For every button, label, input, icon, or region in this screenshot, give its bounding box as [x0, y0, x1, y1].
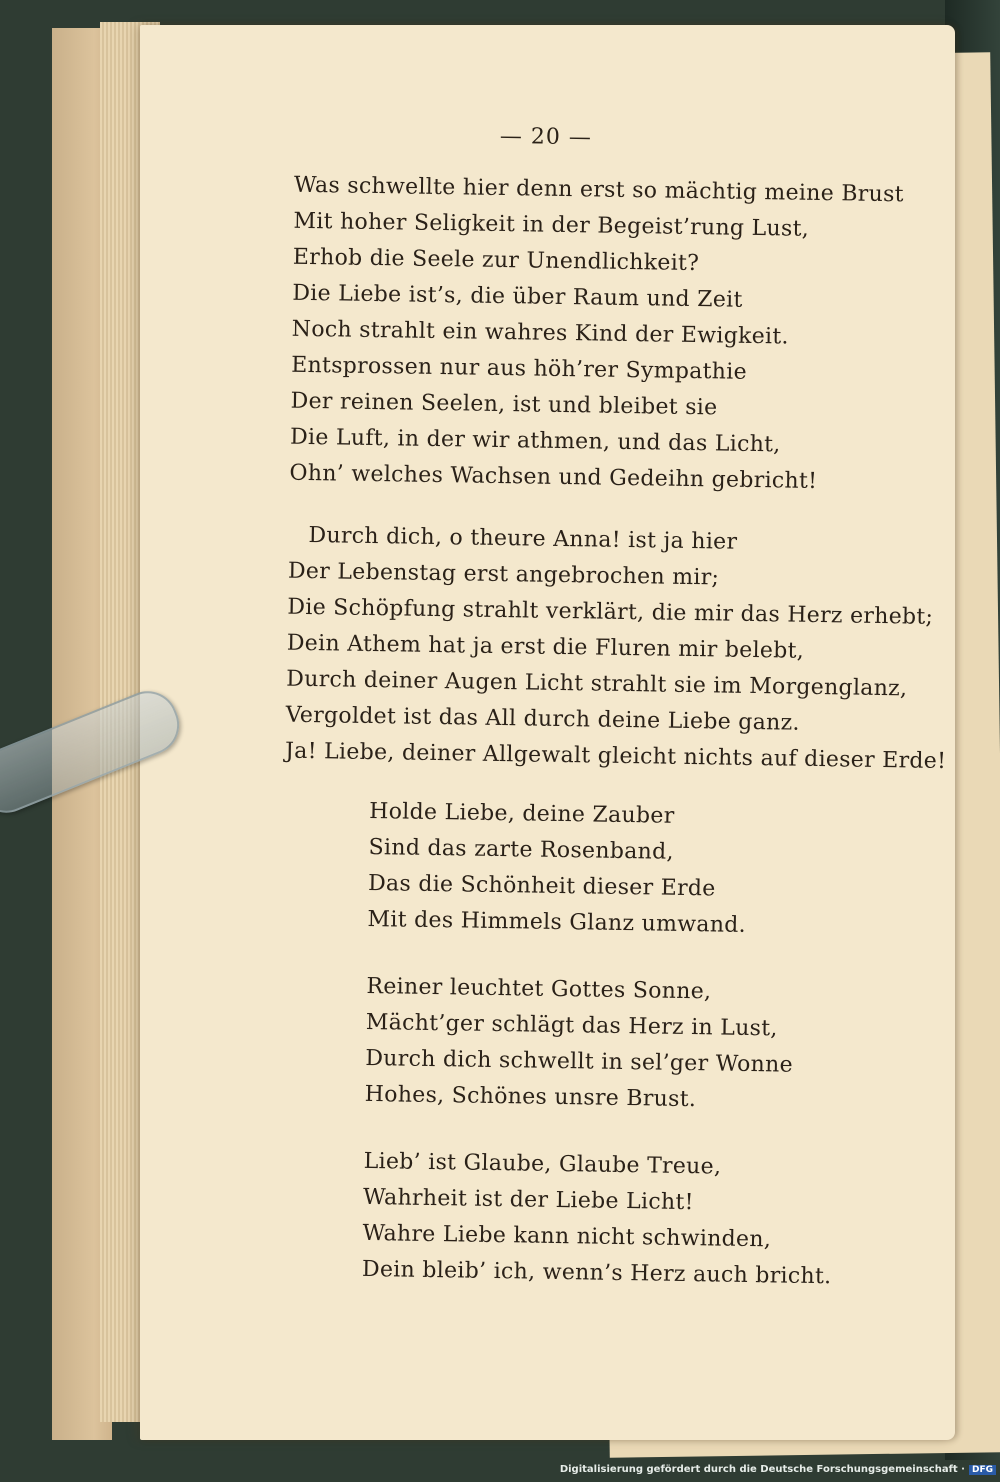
- dfg-logo: DFG: [969, 1465, 996, 1475]
- text-line: Holde Liebe, deine Zauber: [369, 798, 675, 829]
- book-page: [140, 25, 955, 1440]
- text-line: Die Schöpfung strahlt verklärt, die mir das Herz erhebt;: [287, 594, 934, 630]
- digitization-credit: [560, 1464, 996, 1478]
- text-line: Durch deiner Augen Licht strahlt sie im Morgenglanz,: [286, 666, 908, 702]
- text-line: Der reinen Seelen, ist und bleibet sie: [290, 388, 718, 421]
- page-content: [119, 20, 956, 1448]
- text-line: Sind das zarte Rosenband,: [368, 834, 674, 865]
- text-line: Mit hoher Seligkeit in der Begeist’rung Lust,: [293, 208, 810, 242]
- text-line: Erhob die Seele zur Unendlichkeit?: [292, 244, 700, 277]
- text-line: Wahre Liebe kann nicht schwinden,: [362, 1220, 772, 1253]
- text-line: Der Lebenstag erst angebrochen mir;: [287, 558, 720, 591]
- text-line: Noch strahlt ein wahres Kind der Ewigkeit.: [291, 316, 790, 350]
- text-line: Wahrheit ist der Liebe Licht!: [362, 1184, 694, 1216]
- text-line: Was schwellte hier denn erst so mächtig meine Brust: [293, 172, 904, 208]
- text-line: Vergoldet ist das All durch deine Liebe ganz.: [285, 702, 800, 736]
- text-line: Mit des Himmels Glanz umwand.: [367, 906, 747, 938]
- text-line: Mächt’ger schlägt das Herz in Lust,: [365, 1009, 778, 1042]
- text-line: Die Liebe ist’s, die über Raum und Zeit: [292, 280, 743, 313]
- text-line: Ohn’ welches Wachsen und Gedeihn gebricht!: [289, 460, 818, 494]
- text-line: Lieb’ ist Glaube, Glaube Treue,: [363, 1148, 722, 1180]
- text-line: Durch dich schwellt in sel’ger Wonne: [365, 1045, 794, 1078]
- text-line: Durch dich, o theure Anna! ist ja hier: [308, 522, 738, 555]
- text-line: Dein Athem hat ja erst die Fluren mir belebt,: [286, 630, 805, 664]
- text-line: Ja! Liebe, deiner Allgewalt gleicht nichts auf dieser Erde!: [284, 738, 947, 775]
- text-line: Hohes, Schönes unsre Brust.: [364, 1081, 697, 1113]
- page-number: — 20 —: [499, 123, 592, 151]
- text-line: Das die Schönheit dieser Erde: [367, 870, 716, 902]
- text-line: Die Luft, in der wir athmen, und das Licht,: [289, 424, 781, 458]
- text-line: Reiner leuchtet Gottes Sonne,: [366, 973, 712, 1005]
- text-line: Dein bleib’ ich, wenn’s Herz auch bricht.: [361, 1256, 832, 1290]
- text-line: Entsprossen nur aus höh’rer Sympathie: [291, 352, 748, 385]
- credit-text: Digitalisierung gefördert durch die Deutsche Forschungsgemeinschaft ·: [559, 1464, 965, 1475]
